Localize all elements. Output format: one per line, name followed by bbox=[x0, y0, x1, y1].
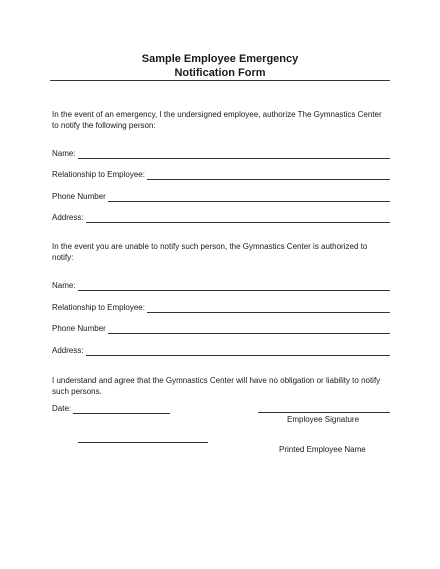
date-line[interactable] bbox=[73, 405, 170, 414]
printed-name-label: Printed Employee Name bbox=[279, 445, 366, 454]
contact1-relationship-line[interactable] bbox=[147, 171, 390, 180]
contact2-address-line[interactable] bbox=[86, 347, 390, 356]
contact1-phone-line[interactable] bbox=[108, 193, 390, 202]
contact2-phone-field[interactable] bbox=[52, 324, 390, 334]
contact1-name-label: Name: bbox=[52, 149, 76, 158]
contact1-relationship-label: Relationship to Employee: bbox=[52, 170, 145, 179]
intro-paragraph: In the event of an emergency, I the undersigned employee, authorize The Gymnastics Center to notify the following person: bbox=[52, 110, 382, 130]
contact2-phone-line[interactable] bbox=[108, 325, 390, 334]
contact2-relationship-label: Relationship to Employee: bbox=[52, 303, 145, 312]
contact1-phone-label: Phone Number bbox=[52, 192, 106, 201]
contact1-name-line[interactable] bbox=[78, 150, 390, 159]
title-divider bbox=[50, 80, 390, 81]
contact2-address-field[interactable] bbox=[52, 346, 390, 356]
contact1-name-field[interactable] bbox=[52, 149, 390, 159]
contact1-phone-field[interactable] bbox=[52, 192, 390, 202]
contact2-relationship-line[interactable] bbox=[147, 304, 390, 313]
contact2-name-label: Name: bbox=[52, 281, 76, 290]
printed-name-line[interactable] bbox=[78, 442, 208, 443]
contact1-relationship-field[interactable] bbox=[52, 170, 390, 180]
contact2-address-label: Address: bbox=[52, 346, 84, 355]
contact1-address-field[interactable] bbox=[52, 213, 390, 223]
contact2-phone-label: Phone Number bbox=[52, 324, 106, 333]
date-field[interactable] bbox=[52, 404, 170, 414]
contact2-name-line[interactable] bbox=[78, 282, 390, 291]
contact1-address-line[interactable] bbox=[86, 214, 390, 223]
agreement-paragraph: I understand and agree that the Gymnastics Center will have no obligation or liability to notify such persons. bbox=[52, 376, 381, 396]
form-title-line-2: Notification Form bbox=[174, 67, 266, 79]
form-title-line-1: Sample Employee Emergency bbox=[141, 53, 299, 65]
employee-signature-label: Employee Signature bbox=[287, 415, 360, 424]
contact2-name-field[interactable] bbox=[52, 281, 390, 291]
alternate-paragraph: In the event you are unable to notify such person, the Gymnastics Center is authorized to notify: bbox=[52, 242, 368, 262]
date-label: Date: bbox=[52, 404, 72, 413]
contact1-address-label: Address: bbox=[52, 213, 84, 222]
employee-signature-line[interactable] bbox=[258, 412, 390, 413]
contact2-relationship-field[interactable] bbox=[52, 303, 390, 313]
